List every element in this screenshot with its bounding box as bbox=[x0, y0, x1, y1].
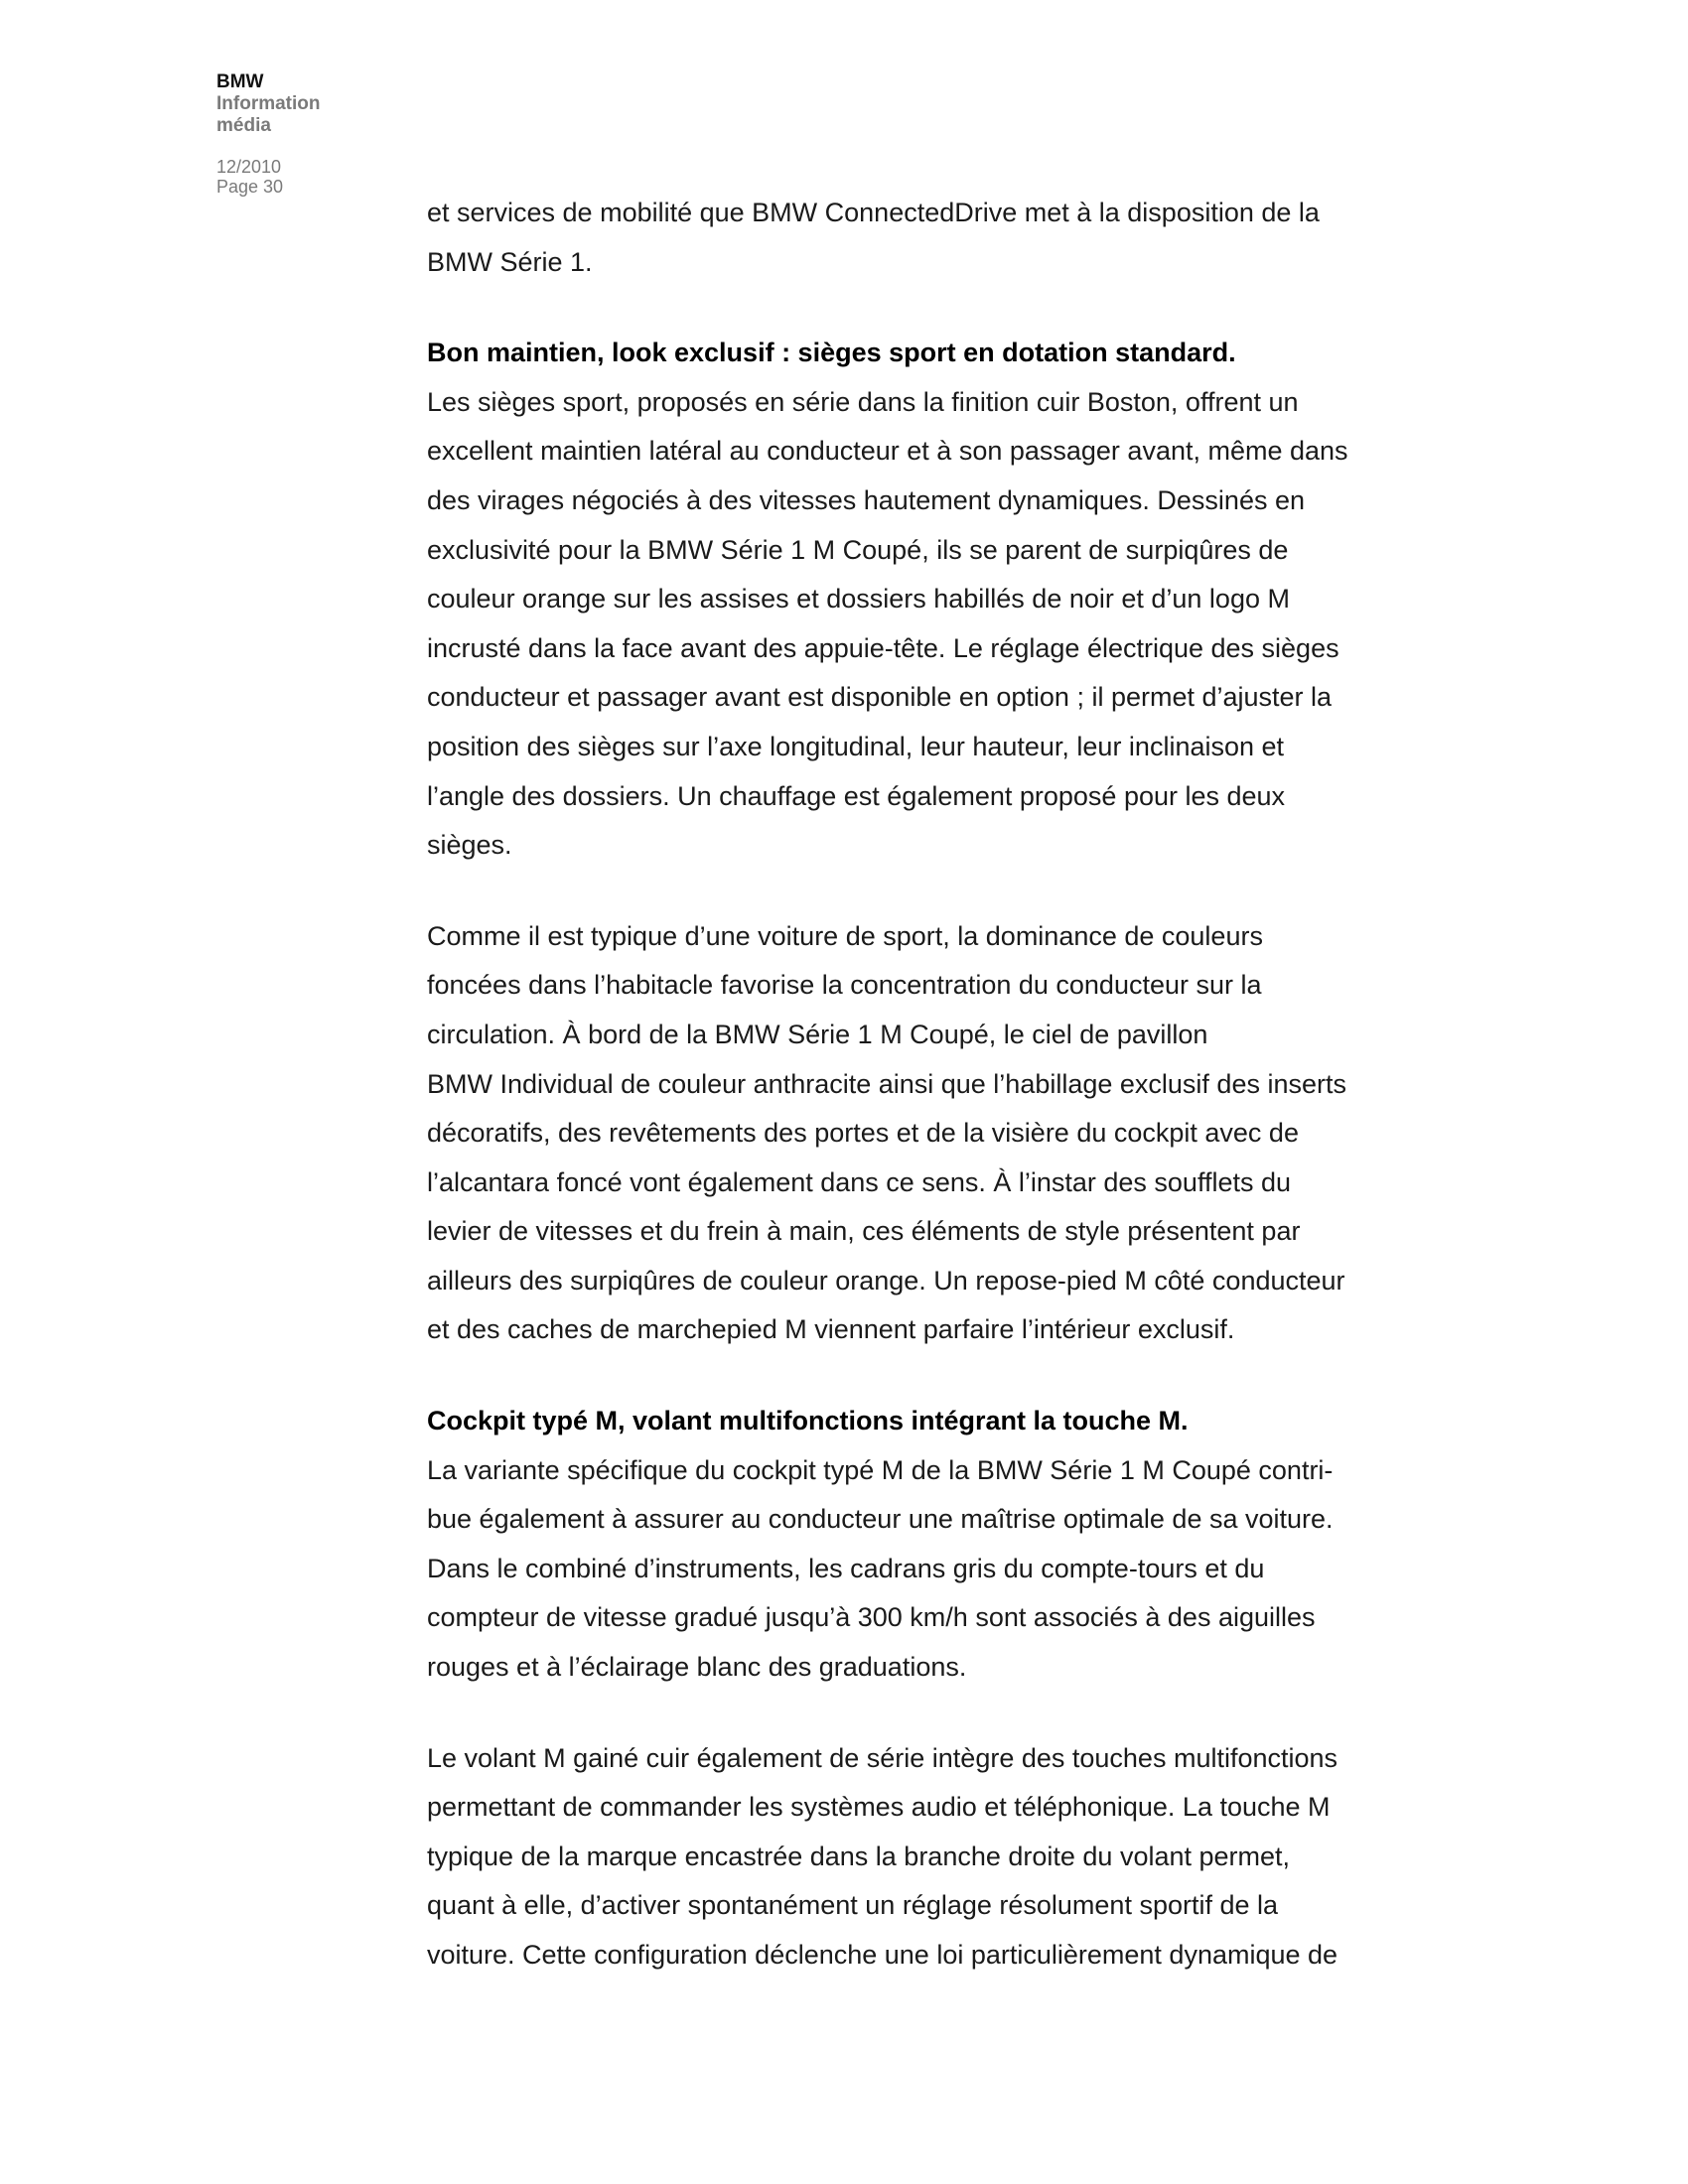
paragraph-line: des virages négociés à des vitesses hautement dynamiques. Dessinés en bbox=[427, 484, 1305, 515]
paragraph-line: Les sièges sport, proposés en série dans la finition cuir Boston, offrent un bbox=[427, 386, 1299, 417]
paragraph-line: Le volant M gainé cuir également de série intègre des touches multifonctions bbox=[427, 1742, 1338, 1773]
document-header bbox=[216, 71, 375, 197]
paragraph-line: typique de la marque encastrée dans la branche droite du volant permet, bbox=[427, 1841, 1291, 1871]
paragraph-line: et services de mobilité que BMW ConnectedDrive met à la disposition de la bbox=[427, 198, 1320, 227]
brand-subtitle-line1: Information bbox=[216, 93, 321, 114]
paragraph-line: l’angle des dossiers. Un chauffage est également proposé pour les deux bbox=[427, 780, 1286, 811]
paragraph-line: compteur de vitesse gradué jusqu’à 300 km/h sont associés à des aiguilles bbox=[427, 1602, 1316, 1633]
paragraph-line: conducteur et passager avant est disponible en option ; il permet d’ajuster la bbox=[427, 682, 1333, 713]
cockpit-paragraph-1 bbox=[427, 1446, 1430, 1693]
paragraph-line: couleur orange sur les assises et dossiers habillés de noir et d’un logo M bbox=[427, 584, 1290, 614]
paragraph-line: position des sièges sur l’axe longitudinal, leur hauteur, leur inclinaison et bbox=[427, 731, 1285, 761]
paragraph-line: quant à elle, d’activer spontanément un réglage résolument sportif de la bbox=[427, 1890, 1279, 1921]
brand-name: BMW bbox=[216, 71, 264, 92]
paragraph-line: BMW Série 1. bbox=[427, 246, 593, 277]
paragraph-line: bue également à assurer au conducteur une maîtrise optimale de sa voiture. bbox=[427, 1504, 1334, 1535]
section-heading-seats: Bon maintien, look exclusif : sièges sport en dotation standard. bbox=[427, 338, 1236, 368]
paragraph-line: décoratifs, des revêtements des portes et de la visière du cockpit avec de bbox=[427, 1118, 1299, 1149]
paragraph-line: Comme il est typique d’une voiture de sport, la dominance de couleurs bbox=[427, 920, 1263, 951]
paragraph-line: voiture. Cette configuration déclenche une loi particulièrement dynamique de bbox=[427, 1940, 1338, 1970]
page-number: Page 30 bbox=[216, 177, 284, 197]
paragraph-spacer bbox=[427, 1355, 1430, 1397]
paragraph-line: BMW Individual de couleur anthracite ainsi que l’habillage exclusif des inserts bbox=[427, 1068, 1346, 1099]
paragraph-line: foncées dans l’habitacle favorise la concentration du conducteur sur la bbox=[427, 970, 1262, 1001]
paragraph-line: levier de vitesses et du frein à main, ces éléments de style présentent par bbox=[427, 1216, 1301, 1247]
paragraph-line: rouges et à l’éclairage blanc des graduations. bbox=[427, 1652, 967, 1683]
intro-paragraph bbox=[427, 189, 1430, 287]
seats-paragraph-1 bbox=[427, 378, 1430, 871]
seats-paragraph-2 bbox=[427, 912, 1430, 1355]
paragraph-line: Dans le combiné d’instruments, les cadrans gris du compte-tours et du bbox=[427, 1553, 1265, 1583]
paragraph-line: circulation. À bord de la BMW Série 1 M Coupé, le ciel de pavillon bbox=[427, 1019, 1208, 1049]
paragraph-spacer bbox=[427, 871, 1430, 912]
paragraph-spacer bbox=[427, 287, 1430, 329]
document-body bbox=[427, 189, 1430, 1980]
document-date: 12/2010 bbox=[216, 157, 282, 177]
document-meta bbox=[216, 157, 375, 197]
paragraph-spacer bbox=[427, 1693, 1430, 1734]
cockpit-paragraph-2 bbox=[427, 1734, 1430, 1980]
paragraph-line: permettant de commander les systèmes audio et téléphonique. La touche M bbox=[427, 1792, 1331, 1823]
brand-subtitle-line2: média bbox=[216, 115, 271, 136]
paragraph-line: l’alcantara foncé vont également dans ce sens. À l’instar des soufflets du bbox=[427, 1166, 1292, 1197]
paragraph-line: sièges. bbox=[427, 830, 512, 861]
paragraph-line: La variante spécifique du cockpit typé M de la BMW Série 1 M Coupé contri- bbox=[427, 1454, 1334, 1485]
paragraph-line: exclusivité pour la BMW Série 1 M Coupé, ils se parent de surpiqûres de bbox=[427, 534, 1289, 565]
paragraph-line: et des caches de marchepied M viennent parfaire l’intérieur exclusif. bbox=[427, 1314, 1235, 1345]
paragraph-line: excellent maintien latéral au conducteur et à son passager avant, même dans bbox=[427, 436, 1348, 467]
paragraph-line: incrusté dans la face avant des appuie-tête. Le réglage électrique des sièges bbox=[427, 632, 1339, 663]
section-heading-cockpit: Cockpit typé M, volant multifonctions intégrant la touche M. bbox=[427, 1406, 1189, 1436]
paragraph-line: ailleurs des surpiqûres de couleur orange. Un repose-pied M côté conducteur bbox=[427, 1265, 1345, 1296]
